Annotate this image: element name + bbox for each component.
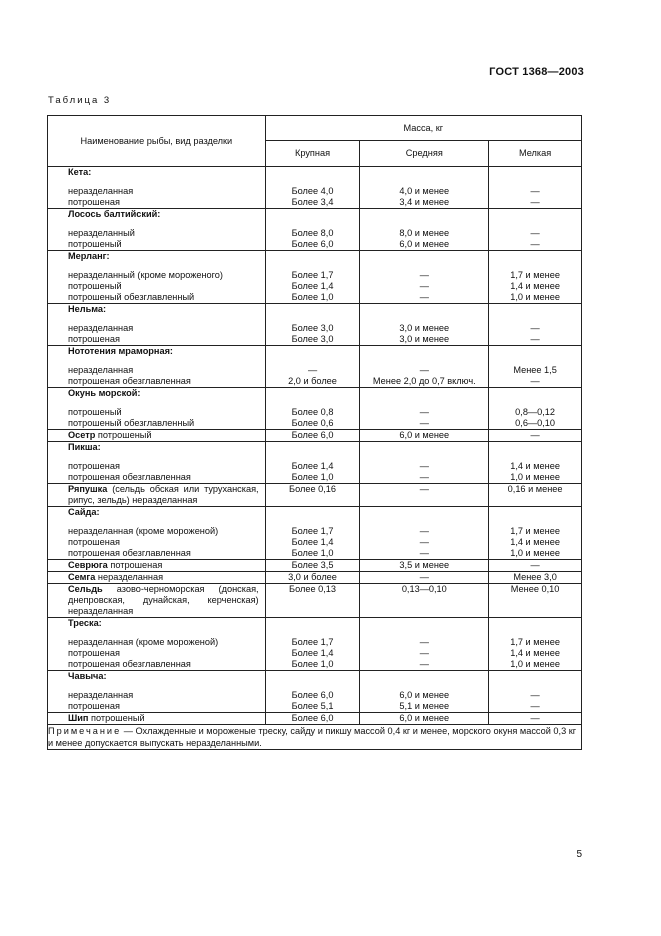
note-text: — Охлажденные и мороженые треску, сайду и пикшу массой 0,4 кг и менее, морского окуня массой 0,3 кг и менее допускается выпускать неразделанными. <box>48 726 577 748</box>
mass-value: — <box>530 560 540 570</box>
mass-value: Более 8,0 <box>291 228 334 238</box>
fish-name: Шип <box>68 713 89 723</box>
mass-large-cell <box>265 346 360 388</box>
processing-type: неразделанная (кроме мороженой) <box>68 526 219 536</box>
mass-value: Более 3,0 <box>291 334 334 344</box>
mass-value: Более 5,1 <box>291 701 334 711</box>
fish-name-cell <box>48 442 266 484</box>
mass-value: Более 6,0 <box>291 713 334 723</box>
mass-value: Более 0,8 <box>291 407 334 417</box>
processing-type: неразделанная <box>68 690 134 700</box>
mass-value: Менее 1,5 <box>513 365 557 375</box>
mass-value: Более 1,4 <box>291 461 334 471</box>
mass-value: 1,4 и менее <box>510 648 560 658</box>
fish-name: Окунь морской: <box>68 388 141 398</box>
mass-large-cell <box>265 713 360 725</box>
fish-name: Сельдь <box>68 584 103 594</box>
mass-large-cell <box>265 304 360 346</box>
mass-value: Более 0,13 <box>289 584 336 594</box>
mass-value: Более 3,5 <box>291 560 334 570</box>
mass-medium-cell <box>360 430 489 442</box>
table-row <box>48 560 582 572</box>
mass-value: Более 6,0 <box>291 239 334 249</box>
processing-type: потрошеная обезглавленная <box>68 376 191 386</box>
mass-value: — <box>419 418 429 428</box>
processing-type: неразделанная <box>68 186 134 196</box>
fish-name-cell <box>48 618 266 671</box>
mass-small-cell <box>489 560 582 572</box>
table-row <box>48 713 582 725</box>
fish-name: Пикша: <box>68 442 101 452</box>
header-small: Мелкая <box>489 141 582 167</box>
processing-type: потрошеная <box>107 560 163 570</box>
fish-name-cell <box>48 560 266 572</box>
mass-value: — <box>419 548 429 558</box>
header-mass-column: Масса, кг <box>265 116 581 141</box>
table-row <box>48 671 582 713</box>
mass-value: 3,0 и более <box>288 572 337 582</box>
mass-value: Более 1,0 <box>291 548 334 558</box>
table-row <box>48 618 582 671</box>
mass-value: Более 1,7 <box>291 526 334 536</box>
mass-large-cell <box>265 584 360 618</box>
fish-name-cell <box>48 572 266 584</box>
mass-large-cell <box>265 251 360 304</box>
mass-value: — <box>419 472 429 482</box>
table-row <box>48 388 582 430</box>
mass-medium-cell <box>360 167 489 209</box>
mass-value: 0,16 и менее <box>507 484 563 494</box>
page-number: 5 <box>576 849 582 860</box>
mass-large-cell <box>265 209 360 251</box>
fish-name: Лосось балтийский: <box>68 209 161 219</box>
mass-value: — <box>530 690 540 700</box>
mass-value: — <box>419 648 429 658</box>
mass-small-cell <box>489 572 582 584</box>
mass-small-cell <box>489 430 582 442</box>
mass-value: — <box>419 572 429 582</box>
mass-value: 3,0 и менее <box>399 323 450 333</box>
fish-name: Сайда: <box>68 507 100 517</box>
mass-large-cell <box>265 507 360 560</box>
mass-value: 1,7 и менее <box>510 270 560 280</box>
processing-type: потрошеный <box>68 281 122 291</box>
fish-name-cell <box>48 304 266 346</box>
mass-value: Менее 2,0 до 0,7 включ. <box>372 376 476 386</box>
mass-value: 8,0 и менее <box>399 228 450 238</box>
fish-name: Нототения мраморная: <box>68 346 173 356</box>
mass-small-cell <box>489 618 582 671</box>
mass-value: — <box>530 713 540 723</box>
fish-name-cell <box>48 209 266 251</box>
mass-value: Более 1,4 <box>291 281 334 291</box>
mass-small-cell <box>489 584 582 618</box>
processing-type: потрошеная обезглавленная <box>68 659 191 669</box>
mass-medium-cell <box>360 304 489 346</box>
mass-value: 1,0 и менее <box>510 472 560 482</box>
table-row <box>48 251 582 304</box>
mass-medium-cell <box>360 713 489 725</box>
mass-small-cell <box>489 209 582 251</box>
table-row <box>48 430 582 442</box>
mass-value: — <box>530 430 540 440</box>
mass-value: Более 1,0 <box>291 292 334 302</box>
mass-large-cell <box>265 572 360 584</box>
mass-value: 0,13—0,10 <box>401 584 447 594</box>
mass-value: Более 6,0 <box>291 690 334 700</box>
processing-type: потрошеный <box>68 239 122 249</box>
mass-small-cell <box>489 304 582 346</box>
table-row <box>48 304 582 346</box>
mass-value: Более 3,0 <box>291 323 334 333</box>
mass-value: 6,0 и менее <box>399 239 450 249</box>
mass-value: Более 1,4 <box>291 648 334 658</box>
mass-value: — <box>530 323 540 333</box>
processing-type: потрошеная <box>68 197 120 207</box>
mass-large-cell <box>265 167 360 209</box>
mass-value: — <box>307 365 318 375</box>
processing-type: азово-черноморская (донская, днепровская, дунайская, керченская) неразделанная <box>68 584 259 616</box>
mass-large-cell <box>265 388 360 430</box>
mass-value: 3,5 и менее <box>399 560 450 570</box>
mass-medium-cell <box>360 507 489 560</box>
mass-value: Более 1,7 <box>291 270 334 280</box>
table-body <box>48 167 582 725</box>
mass-value: Более 6,0 <box>291 430 334 440</box>
mass-value: — <box>530 197 540 207</box>
mass-small-cell <box>489 713 582 725</box>
mass-large-cell <box>265 671 360 713</box>
table-row <box>48 484 582 507</box>
mass-small-cell <box>489 484 582 507</box>
mass-value: — <box>419 365 429 375</box>
mass-value: 1,7 и менее <box>510 526 560 536</box>
fish-name-cell <box>48 251 266 304</box>
processing-type: неразделанная (кроме мороженой) <box>68 637 219 647</box>
document-code: ГОСТ 1368—2003 <box>489 66 584 78</box>
fish-name: Треска: <box>68 618 102 628</box>
mass-value: 6,0 и менее <box>399 690 450 700</box>
mass-value: Более 4,0 <box>291 186 334 196</box>
mass-small-cell <box>489 507 582 560</box>
mass-value: 4,0 и менее <box>399 186 450 196</box>
mass-large-cell <box>265 560 360 572</box>
processing-type: неразделанная <box>68 365 134 375</box>
fish-name: Чавыча: <box>68 671 107 681</box>
fish-name: Ряпушка <box>68 484 108 494</box>
fish-name-cell <box>48 388 266 430</box>
processing-type: потрошеный обезглавленный <box>68 292 195 302</box>
note-label: Примечание <box>48 726 122 736</box>
mass-medium-cell <box>360 618 489 671</box>
mass-value: — <box>419 292 429 302</box>
processing-type: (сельдь обская или туруханская, рипус, зельдь) неразделанная <box>68 484 259 505</box>
mass-value: Менее 0,10 <box>510 584 560 594</box>
processing-type: потрошеная <box>68 537 120 547</box>
processing-type: неразделанный <box>68 228 135 238</box>
processing-type: потрошеная <box>68 461 120 471</box>
table-row <box>48 507 582 560</box>
mass-value: Более 0,16 <box>289 484 336 494</box>
mass-medium-cell <box>360 346 489 388</box>
mass-value: — <box>419 526 429 536</box>
mass-value: — <box>419 659 429 669</box>
mass-value: Более 1,0 <box>291 472 334 482</box>
processing-type: потрошеная <box>68 701 120 711</box>
fish-name: Осетр <box>68 430 96 440</box>
fish-name-cell <box>48 671 266 713</box>
mass-value: 3,4 и менее <box>399 197 450 207</box>
processing-type: потрошеный <box>95 430 152 440</box>
mass-large-cell <box>265 484 360 507</box>
mass-value: — <box>530 334 540 344</box>
mass-value: 1,0 и менее <box>510 292 560 302</box>
mass-value: — <box>419 407 429 417</box>
mass-value: 0,8—0,12 <box>515 407 555 417</box>
mass-small-cell <box>489 346 582 388</box>
fish-name-cell <box>48 430 266 442</box>
fish-name-cell <box>48 484 266 507</box>
mass-value: 0,6—0,10 <box>515 418 555 428</box>
fish-name-cell <box>48 584 266 618</box>
mass-value: — <box>419 484 429 494</box>
mass-medium-cell <box>360 388 489 430</box>
mass-large-cell <box>265 430 360 442</box>
table-row <box>48 346 582 388</box>
mass-value: 6,0 и менее <box>399 713 450 723</box>
mass-small-cell <box>489 671 582 713</box>
header-medium: Средняя <box>360 141 489 167</box>
processing-type: потрошеный <box>68 407 122 417</box>
mass-small-cell <box>489 167 582 209</box>
mass-small-cell <box>489 388 582 430</box>
fish-name-cell <box>48 346 266 388</box>
fish-name-cell <box>48 713 266 725</box>
mass-value: — <box>530 701 540 711</box>
processing-type: неразделанная <box>68 323 134 333</box>
mass-value: — <box>419 537 429 547</box>
mass-medium-cell <box>360 209 489 251</box>
fish-name-cell <box>48 507 266 560</box>
mass-medium-cell <box>360 442 489 484</box>
mass-value: — <box>419 270 429 280</box>
table-note <box>48 725 582 750</box>
table-row <box>48 572 582 584</box>
mass-value: 1,4 и менее <box>510 281 560 291</box>
table-row <box>48 584 582 618</box>
fish-name: Мерланг: <box>68 251 110 261</box>
mass-value: 6,0 и менее <box>399 430 450 440</box>
fish-name: Севрюга <box>68 560 108 570</box>
mass-value: Более 3,4 <box>291 197 334 207</box>
mass-medium-cell <box>360 484 489 507</box>
mass-value: — <box>530 239 540 249</box>
mass-medium-cell <box>360 560 489 572</box>
mass-value: 5,1 и менее <box>399 701 450 711</box>
mass-value: Более 1,7 <box>291 637 334 647</box>
processing-type: неразделанная <box>95 572 164 582</box>
mass-value: — <box>419 637 429 647</box>
mass-value: 1,4 и менее <box>510 461 560 471</box>
table-row <box>48 209 582 251</box>
mass-medium-cell <box>360 584 489 618</box>
mass-value: 2,0 и более <box>288 376 337 386</box>
fish-name: Нельма: <box>68 304 107 314</box>
mass-value: — <box>419 281 429 291</box>
fish-name: Семга <box>68 572 96 582</box>
mass-value: — <box>530 186 540 196</box>
mass-small-cell <box>489 442 582 484</box>
mass-large-cell <box>265 618 360 671</box>
fish-name-cell <box>48 167 266 209</box>
mass-value: 1,7 и менее <box>510 637 560 647</box>
mass-small-cell <box>489 251 582 304</box>
mass-value: Более 1,0 <box>291 659 334 669</box>
processing-type: потрошеный <box>88 713 145 723</box>
processing-type: потрошеная обезглавленная <box>68 472 191 482</box>
mass-value: Менее 3,0 <box>513 572 557 582</box>
mass-value: 1,4 и менее <box>510 537 560 547</box>
table-row <box>48 167 582 209</box>
header-name-column: Наименование рыбы, вид разделки <box>48 116 266 167</box>
processing-type: потрошеная <box>68 648 120 658</box>
mass-value: — <box>530 376 540 386</box>
mass-value: Более 1,4 <box>291 537 334 547</box>
mass-value: Более 0,6 <box>291 418 334 428</box>
table-title: Таблица 3 <box>48 95 112 106</box>
processing-type: потрошеная обезглавленная <box>68 548 191 558</box>
header-large: Крупная <box>265 141 360 167</box>
table-row <box>48 442 582 484</box>
processing-type: неразделанный (кроме мороженого) <box>68 270 223 280</box>
fish-name: Кета: <box>68 167 92 177</box>
mass-value: 1,0 и менее <box>510 548 560 558</box>
mass-value: — <box>530 228 540 238</box>
processing-type: потрошеная <box>68 334 120 344</box>
mass-value: 3,0 и менее <box>399 334 450 344</box>
mass-value: — <box>419 461 429 471</box>
mass-value: 1,0 и менее <box>510 659 560 669</box>
mass-medium-cell <box>360 671 489 713</box>
fish-mass-table <box>47 115 582 750</box>
mass-medium-cell <box>360 572 489 584</box>
mass-medium-cell <box>360 251 489 304</box>
mass-large-cell <box>265 442 360 484</box>
processing-type: потрошеный обезглавленный <box>68 418 195 428</box>
